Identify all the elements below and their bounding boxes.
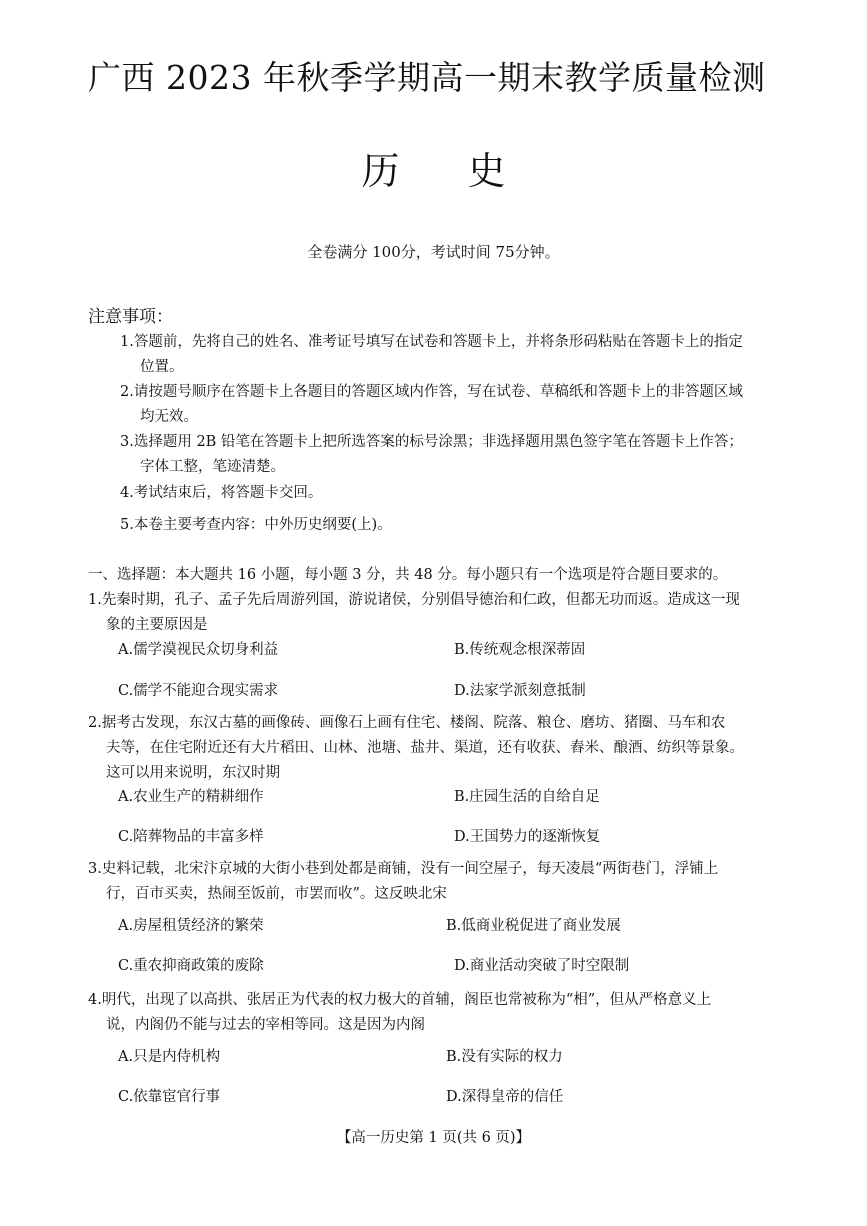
question-2-option-d: D.王国势力的逐渐恢复 <box>454 829 601 845</box>
question-3-stem-cont: 行，百市买卖，热闹至饭前，市罢而收”。这反映北宋 <box>106 886 447 902</box>
notice-line: 1.答题前，先将自己的姓名、准考证号填写在试卷和答题卡上，并将条形码粘贴在答题卡上的指定 <box>120 334 743 350</box>
question-1-option-a: A.儒学漠视民众切身利益 <box>118 642 279 658</box>
question-2-stem: 2.据考古发现，东汉古墓的画像砖、画像石上画有住宅、楼阁、院落、粮仓、磨坊、猪圈、马车和农 <box>88 715 726 731</box>
question-3-option-a: A.房屋租赁经济的繁荣 <box>118 918 264 934</box>
exam-title: 广西 2023 年秋季学期高一期末教学质量检测 <box>88 58 766 97</box>
question-4-option-a: A.只是内侍机构 <box>118 1049 221 1065</box>
question-2-option-c: C.陪葬物品的丰富多样 <box>118 829 264 845</box>
notice-heading: 注意事项： <box>88 307 173 327</box>
subject-char-1: 历 <box>361 149 400 193</box>
notice-line: 5.本卷主要考查内容：中外历史纲要(上)。 <box>120 517 392 533</box>
question-2-stem-cont: 这可以用来说明，东汉时期 <box>106 765 280 781</box>
question-4-option-b: B.没有实际的权力 <box>446 1049 563 1065</box>
question-1-stem-cont: 象的主要原因是 <box>106 617 208 633</box>
question-1-option-b: B.传统观念根深蒂固 <box>454 642 586 658</box>
question-3-option-b: B.低商业税促进了商业发展 <box>446 918 621 934</box>
exam-info: 全卷满分 100分，考试时间 75分钟。 <box>307 243 560 261</box>
notice-line: 字体工整，笔迹清楚。 <box>140 459 285 475</box>
notice-line: 均无效。 <box>140 409 198 425</box>
question-2-stem-cont: 夫等，在住宅附近还有大片稻田、山林、池塘、盐井、渠道，还有收获、舂米、酿酒、纺织等景象。 <box>106 740 744 756</box>
question-4-option-d: D.深得皇帝的信任 <box>446 1089 564 1105</box>
question-2-option-b: B.庄园生活的自给自足 <box>454 789 600 805</box>
question-1-option-d: D.法家学派刻意抵制 <box>454 683 586 699</box>
page-footer: 【高一历史第 1 页(共 6 页)】 <box>336 1130 531 1146</box>
subject-char-2: 史 <box>467 149 506 193</box>
notice-line: 2.请按题号顺序在答题卡上各题目的答题区域内作答，写在试卷、草稿纸和答题卡上的非答题区域 <box>120 384 743 400</box>
question-3-option-c: C.重农抑商政策的废除 <box>118 958 264 974</box>
question-3-stem: 3.史料记载，北宋汴京城的大街小巷到处都是商铺，没有一间空屋子，每天凌晨“两街巷门，浮铺上 <box>88 861 719 877</box>
notice-line: 3.选择题用 2B 铅笔在答题卡上把所选答案的标号涂黑；非选择题用黑色签字笔在答题卡上作答； <box>120 434 743 450</box>
question-4-stem: 4.明代，出现了以高拱、张居正为代表的权力极大的首辅，阁臣也常被称为“相”，但从严格意义上 <box>88 992 712 1008</box>
question-4-option-c: C.依靠宦官行事 <box>118 1089 221 1105</box>
question-2-option-a: A.农业生产的精耕细作 <box>118 789 264 805</box>
question-3-option-d: D.商业活动突破了时空限制 <box>454 958 630 974</box>
question-1-option-c: C.儒学不能迎合现实需求 <box>118 683 279 699</box>
question-4-stem-cont: 说，内阁仍不能与过去的宰相等同。这是因为内阁 <box>106 1017 425 1033</box>
notice-line: 位置。 <box>140 359 184 375</box>
subject-title <box>0 140 867 195</box>
section-heading: 一、选择题：本大题共 16 小题，每小题 3 分，共 48 分。每小题只有一个选项是符合题目要求的。 <box>88 567 728 583</box>
notice-line: 4.考试结束后，将答题卡交回。 <box>120 485 323 501</box>
question-1-stem: 1.先秦时期，孔子、孟子先后周游列国，游说诸侯，分别倡导德治和仁政，但都无功而返。造成这一现 <box>88 592 740 608</box>
